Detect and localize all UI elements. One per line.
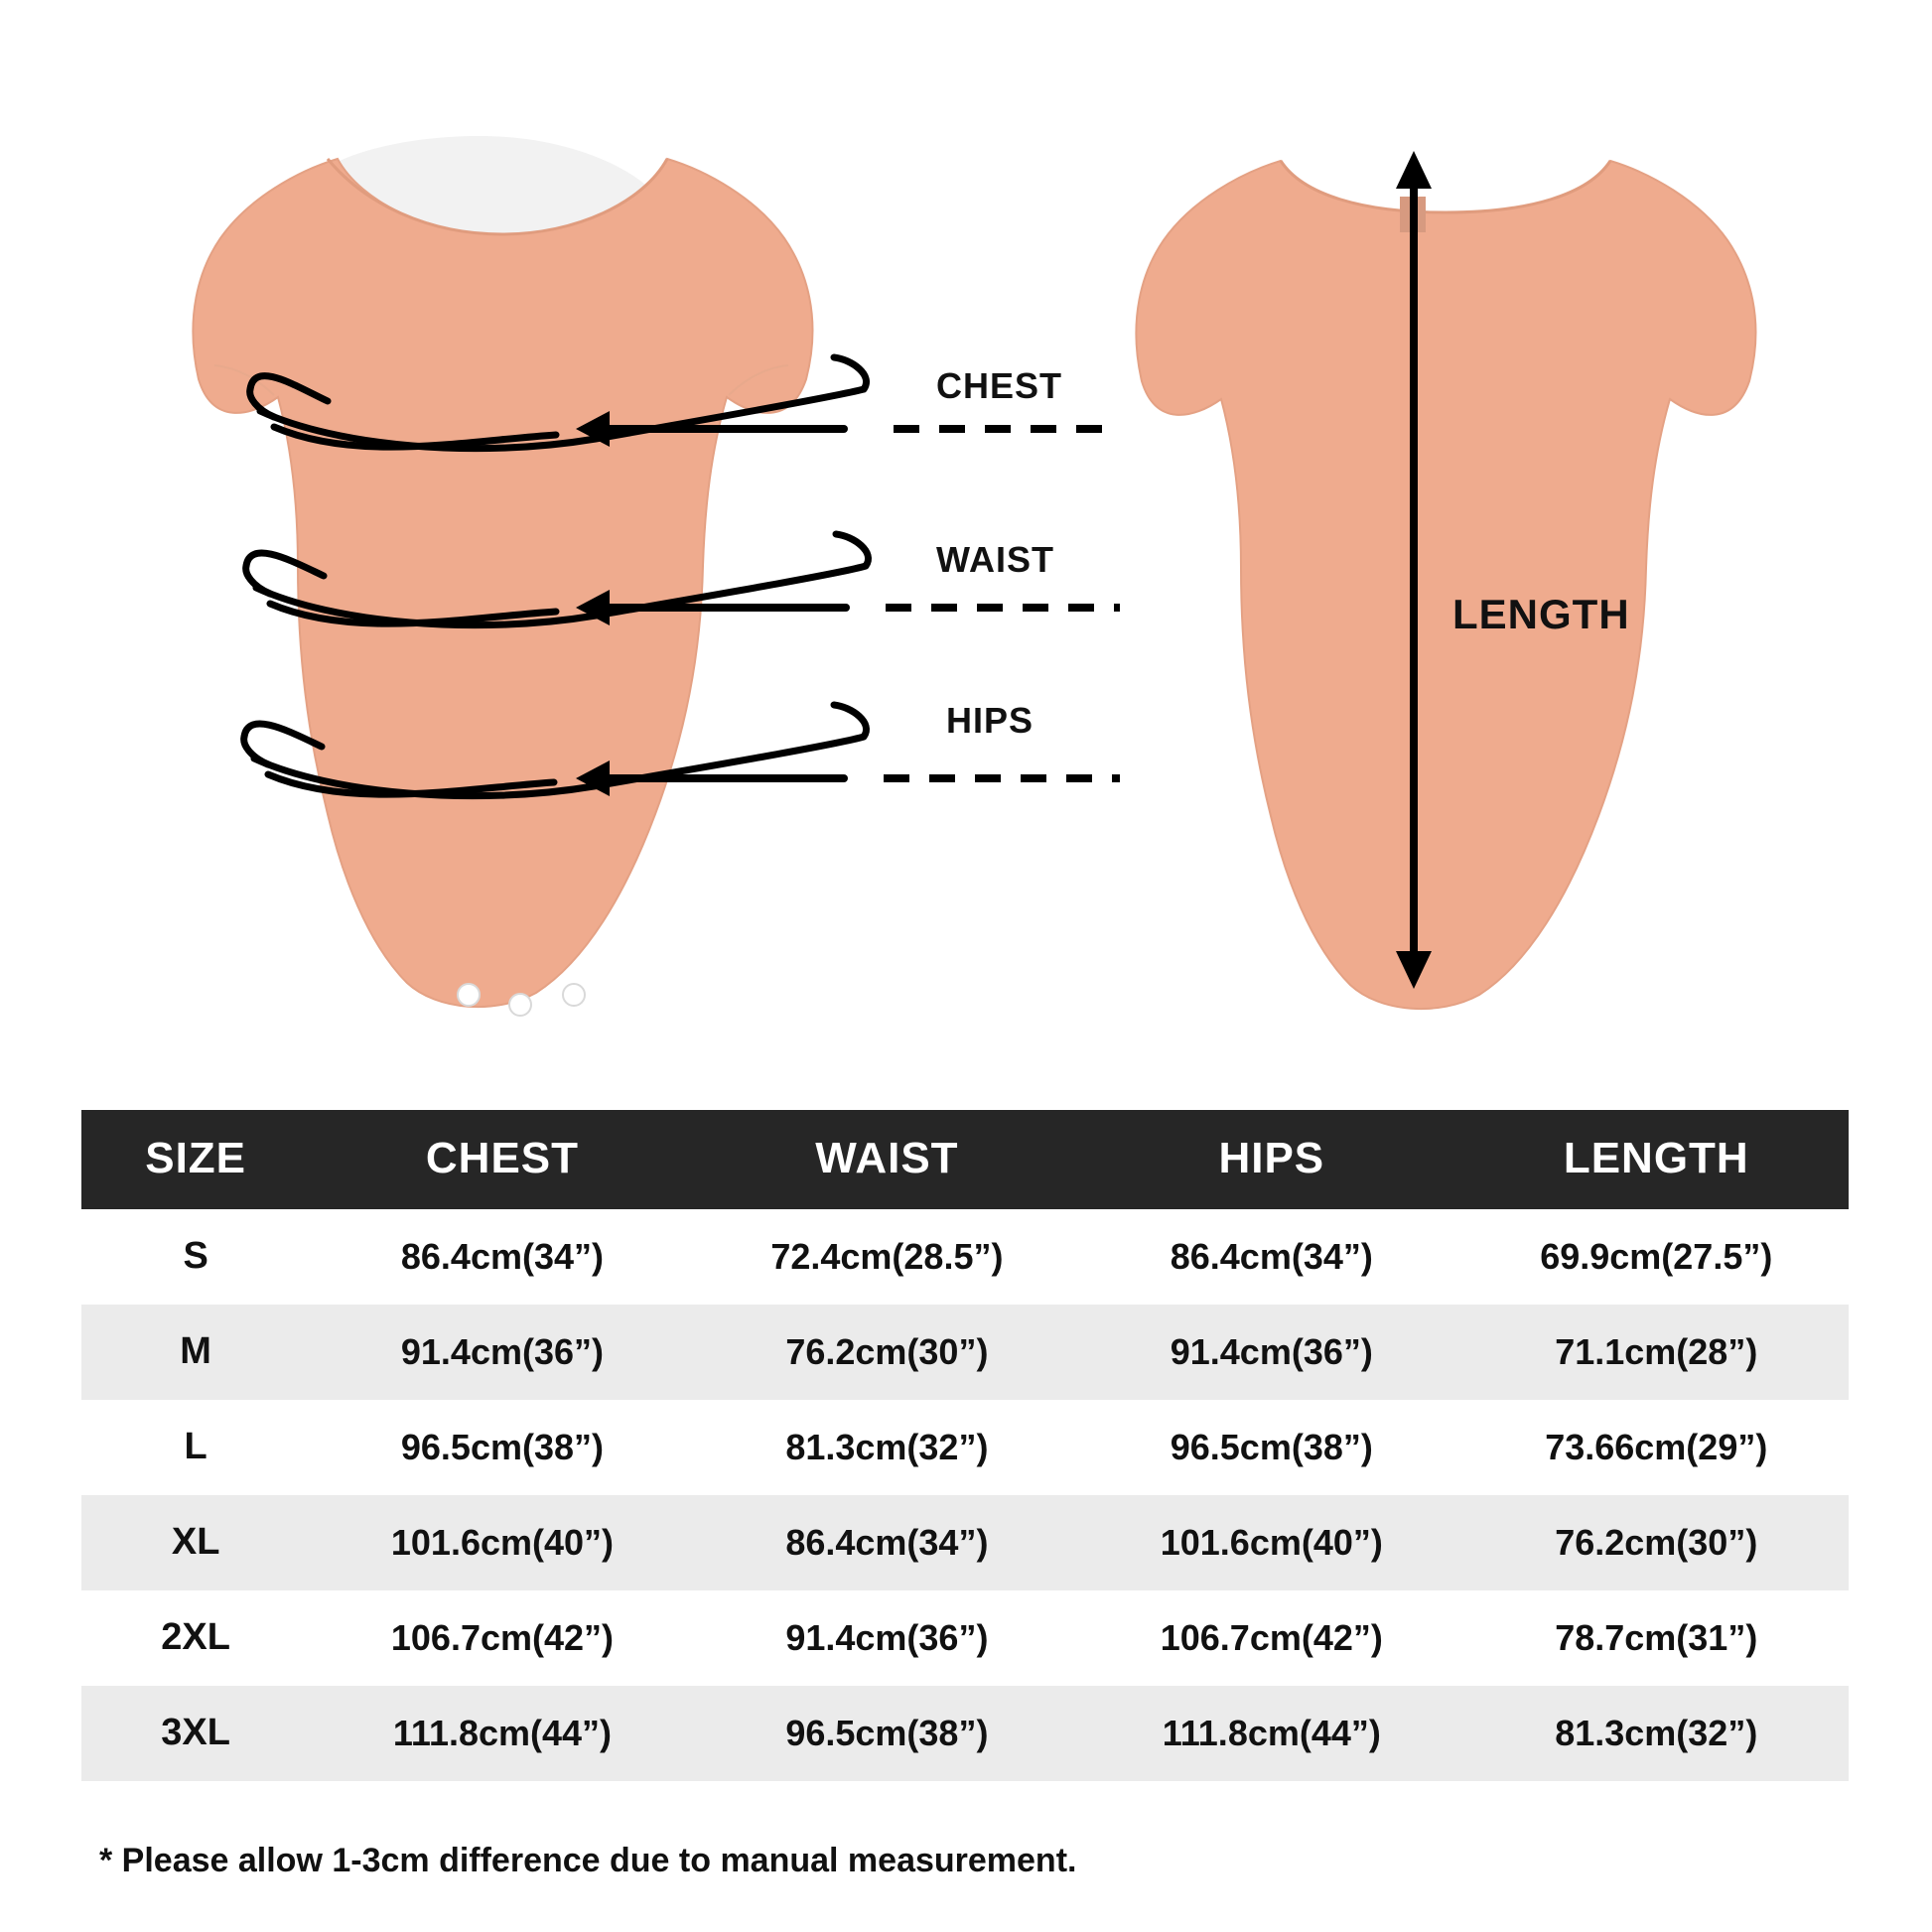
measurement-footnote: * Please allow 1-3cm difference due to manual measurement.: [99, 1842, 1077, 1879]
cell-hips: 86.4cm(34”): [1170, 1235, 1373, 1277]
header-chest: CHEST: [310, 1110, 694, 1209]
cell-size: 2XL: [161, 1616, 230, 1658]
cell-size: S: [183, 1235, 208, 1277]
table-row: [81, 1495, 1849, 1590]
front-view-garment: [193, 136, 812, 1016]
table-body: [81, 1209, 1849, 1781]
cell-hips: 101.6cm(40”): [1160, 1521, 1383, 1563]
cell-size: 3XL: [161, 1712, 230, 1753]
cell-waist: 96.5cm(38”): [785, 1712, 989, 1753]
table-row: [81, 1590, 1849, 1686]
table-row: [81, 1400, 1849, 1495]
length-label: LENGTH: [1452, 591, 1630, 637]
cell-hips: 111.8cm(44”): [1162, 1712, 1381, 1753]
snap-button: [458, 984, 480, 1006]
table-row: [81, 1305, 1849, 1400]
back-body-shape: [1136, 161, 1755, 1009]
cell-length: 78.7cm(31”): [1555, 1616, 1758, 1658]
header-size: SIZE: [81, 1110, 310, 1209]
cell-waist: 76.2cm(30”): [785, 1330, 989, 1372]
waist-label: WAIST: [936, 539, 1054, 580]
header-length: LENGTH: [1464, 1110, 1849, 1209]
cell-hips: 96.5cm(38”): [1170, 1426, 1373, 1467]
size-table-container: [81, 1110, 1849, 1781]
cell-hips: 106.7cm(42”): [1160, 1616, 1383, 1658]
front-body-shape: [193, 159, 812, 1007]
table-header: [81, 1110, 1849, 1209]
header-hips: HIPS: [1079, 1110, 1463, 1209]
cell-chest: 91.4cm(36”): [400, 1330, 605, 1372]
cell-length: 73.66cm(29”): [1545, 1426, 1768, 1467]
snap-button: [563, 984, 585, 1006]
cell-waist: 91.4cm(36”): [785, 1616, 989, 1658]
cell-chest: 96.5cm(38”): [400, 1426, 605, 1467]
cell-length: 81.3cm(32”): [1555, 1712, 1758, 1753]
hips-label: HIPS: [946, 700, 1035, 741]
cell-size: L: [184, 1426, 207, 1467]
table-header-row: [81, 1110, 1849, 1209]
size-table: [81, 1110, 1849, 1781]
table-row: [81, 1209, 1849, 1305]
cell-chest: 101.6cm(40”): [390, 1521, 615, 1563]
chest-label: CHEST: [936, 365, 1063, 406]
cell-size: XL: [171, 1521, 220, 1563]
back-view-garment: [1136, 161, 1755, 1009]
table-row: [81, 1686, 1849, 1781]
snap-button: [509, 994, 531, 1016]
cell-hips: 91.4cm(36”): [1170, 1330, 1373, 1372]
cell-waist: 81.3cm(32”): [785, 1426, 989, 1467]
cell-chest: 86.4cm(34”): [400, 1235, 605, 1277]
cell-waist: 72.4cm(28.5”): [770, 1235, 1004, 1277]
cell-chest: 106.7cm(42”): [390, 1616, 615, 1658]
cell-length: 71.1cm(28”): [1555, 1330, 1758, 1372]
cell-waist: 86.4cm(34”): [785, 1521, 989, 1563]
cell-length: 76.2cm(30”): [1555, 1521, 1758, 1563]
header-waist: WAIST: [695, 1110, 1079, 1209]
cell-size: M: [180, 1330, 211, 1372]
cell-length: 69.9cm(27.5”): [1540, 1235, 1773, 1277]
cell-chest: 111.8cm(44”): [392, 1712, 613, 1753]
